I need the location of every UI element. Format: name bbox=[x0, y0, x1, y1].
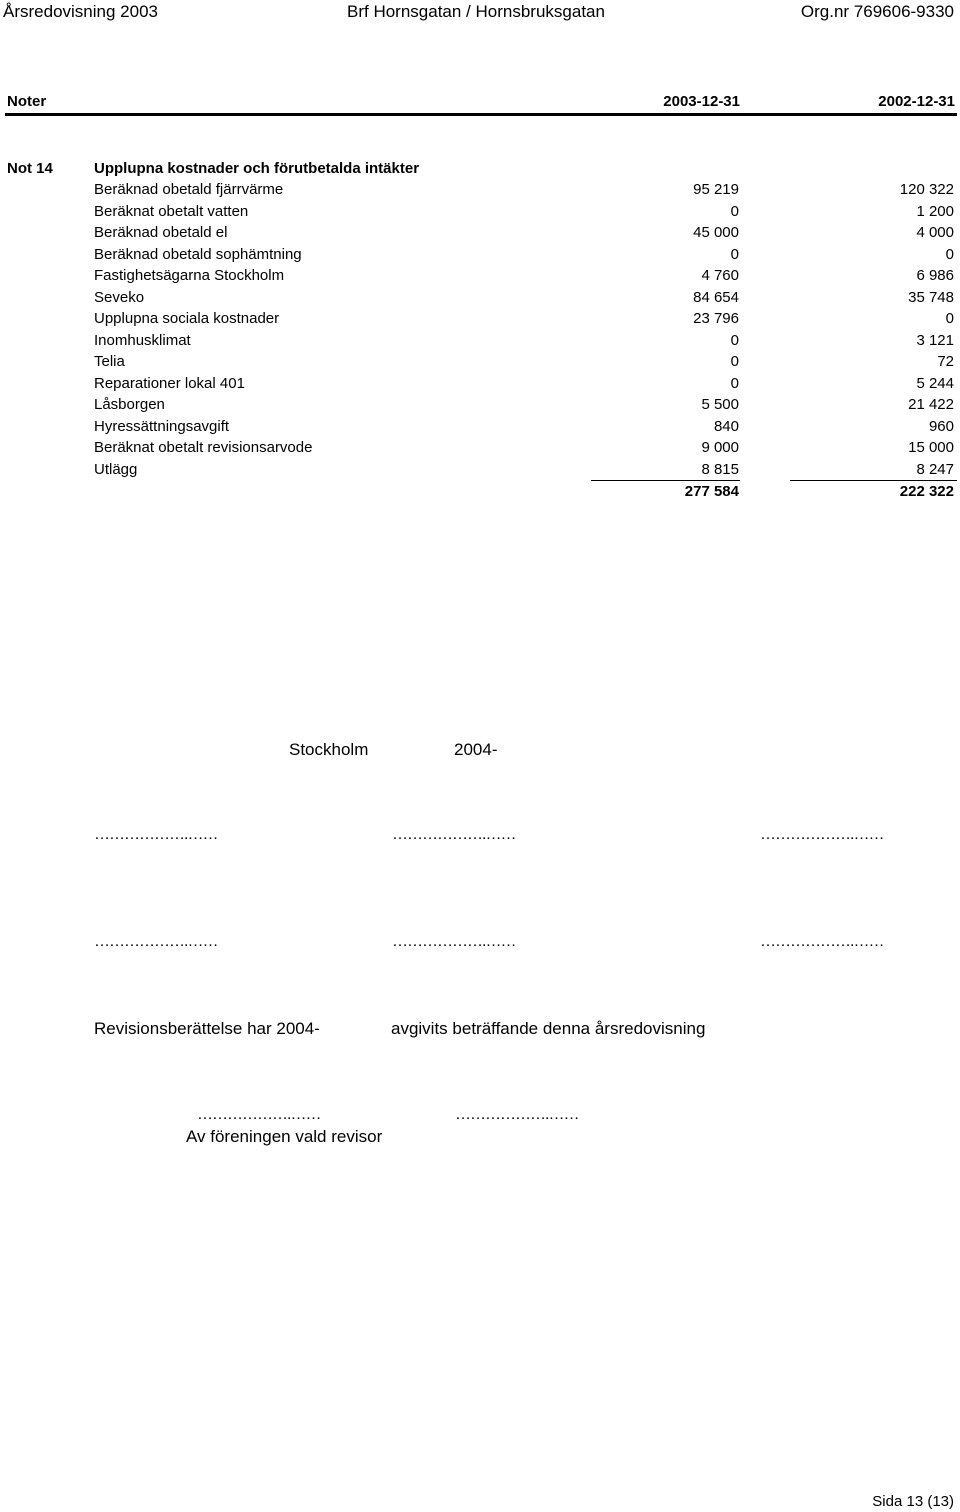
row-value-2003: 9 000 bbox=[701, 439, 739, 456]
signature-line: ……………….…… bbox=[760, 826, 884, 843]
page-number: Sida 13 (13) bbox=[872, 1493, 954, 1510]
signature-line: ……………….…… bbox=[94, 826, 218, 843]
header-org-number: Org.nr 769606-9330 bbox=[800, 2, 954, 21]
table-row bbox=[0, 396, 960, 418]
row-value-2002: 8 247 bbox=[916, 460, 954, 478]
auditor-signature-line: ……………….…… bbox=[455, 1106, 579, 1123]
table-row bbox=[0, 375, 960, 397]
row-value-2003: 0 bbox=[730, 353, 739, 370]
row-label: Beräknat obetalt revisionsarvode bbox=[94, 439, 313, 456]
total-2002: 222 322 bbox=[899, 483, 954, 500]
row-label: Seveko bbox=[94, 288, 145, 306]
auditor-label: Av föreningen vald revisor bbox=[186, 1127, 383, 1146]
table-row bbox=[0, 289, 960, 311]
row-label: Upplupna sociala kostnader bbox=[94, 310, 280, 327]
signature-line: ……………….…… bbox=[392, 826, 516, 843]
row-value-2002: 35 748 bbox=[908, 288, 954, 306]
row-label: Beräknad obetald sophämtning bbox=[94, 245, 302, 263]
table-row bbox=[0, 181, 960, 203]
revision-statement-start: Revisionsberättelse har 2004- bbox=[94, 1019, 320, 1038]
row-value-2003: 84 654 bbox=[693, 288, 739, 306]
row-value-2003: 840 bbox=[713, 417, 739, 435]
total-2003: 277 584 bbox=[684, 483, 739, 500]
row-value-2003: 95 219 bbox=[693, 181, 739, 198]
row-value-2002: 0 bbox=[945, 245, 954, 263]
row-label: Låsborgen bbox=[94, 396, 165, 413]
auditor-signature-line: ……………….…… bbox=[197, 1106, 321, 1123]
row-value-2002: 72 bbox=[937, 353, 954, 370]
header-report-title: Årsredovisning 2003 bbox=[3, 2, 158, 21]
revision-statement-end: avgivits beträffande denna årsredovisning bbox=[391, 1019, 706, 1038]
note-number: Not 14 bbox=[7, 160, 53, 177]
signature-date: 2004- bbox=[454, 740, 498, 759]
row-value-2003: 23 796 bbox=[693, 310, 739, 327]
row-value-2002: 6 986 bbox=[916, 267, 954, 284]
header-association-name: Brf Hornsgatan / Hornsbruksgatan bbox=[347, 2, 605, 21]
signature-place: Stockholm bbox=[289, 740, 369, 759]
row-value-2002: 4 000 bbox=[916, 224, 954, 241]
row-value-2003: 0 bbox=[730, 331, 739, 349]
row-value-2003: 45 000 bbox=[693, 224, 739, 241]
table-row bbox=[0, 418, 960, 440]
sum-divider-2002 bbox=[790, 480, 957, 481]
row-value-2003: 4 760 bbox=[701, 267, 739, 284]
row-value-2002: 21 422 bbox=[908, 396, 954, 413]
table-row bbox=[0, 353, 960, 375]
row-label: Hyressättningsavgift bbox=[94, 417, 230, 435]
row-label: Reparationer lokal 401 bbox=[94, 374, 245, 392]
row-label: Beräknad obetald el bbox=[94, 224, 228, 241]
row-value-2002: 0 bbox=[945, 310, 954, 327]
note-title: Upplupna kostnader och förutbetalda intäkter bbox=[94, 160, 420, 177]
sum-divider-2003 bbox=[591, 480, 740, 481]
table-row bbox=[0, 310, 960, 332]
signature-line: ……………….…… bbox=[392, 933, 516, 950]
row-value-2003: 0 bbox=[730, 374, 739, 392]
row-value-2002: 15 000 bbox=[908, 439, 954, 456]
column-header-2003: 2003-12-31 bbox=[663, 93, 740, 110]
column-header-2002: 2002-12-31 bbox=[878, 93, 955, 110]
table-row bbox=[0, 439, 960, 461]
row-label: Beräknad obetald fjärrvärme bbox=[94, 181, 284, 198]
row-label: Beräknat obetalt vatten bbox=[94, 202, 249, 220]
table-row bbox=[0, 203, 960, 225]
table-row bbox=[0, 461, 960, 483]
row-label: Telia bbox=[94, 353, 125, 370]
row-value-2003: 0 bbox=[730, 245, 739, 263]
row-value-2003: 0 bbox=[730, 202, 739, 220]
row-value-2002: 5 244 bbox=[916, 374, 954, 392]
heading-divider bbox=[5, 113, 957, 116]
row-label: Fastighetsägarna Stockholm bbox=[94, 267, 285, 284]
table-row bbox=[0, 224, 960, 246]
row-value-2002: 960 bbox=[928, 417, 954, 435]
table-row bbox=[0, 267, 960, 289]
row-value-2002: 3 121 bbox=[916, 331, 954, 349]
row-value-2003: 5 500 bbox=[701, 396, 739, 413]
signature-line: ……………….…… bbox=[760, 933, 884, 950]
row-label: Inomhusklimat bbox=[94, 331, 191, 349]
table-row bbox=[0, 332, 960, 354]
signature-line: ……………….…… bbox=[94, 933, 218, 950]
table-row bbox=[0, 246, 960, 268]
row-label: Utlägg bbox=[94, 460, 138, 478]
row-value-2002: 1 200 bbox=[916, 202, 954, 220]
section-title: Noter bbox=[7, 93, 47, 110]
row-value-2003: 8 815 bbox=[701, 460, 739, 478]
row-value-2002: 120 322 bbox=[899, 181, 954, 198]
note-table bbox=[0, 181, 960, 482]
